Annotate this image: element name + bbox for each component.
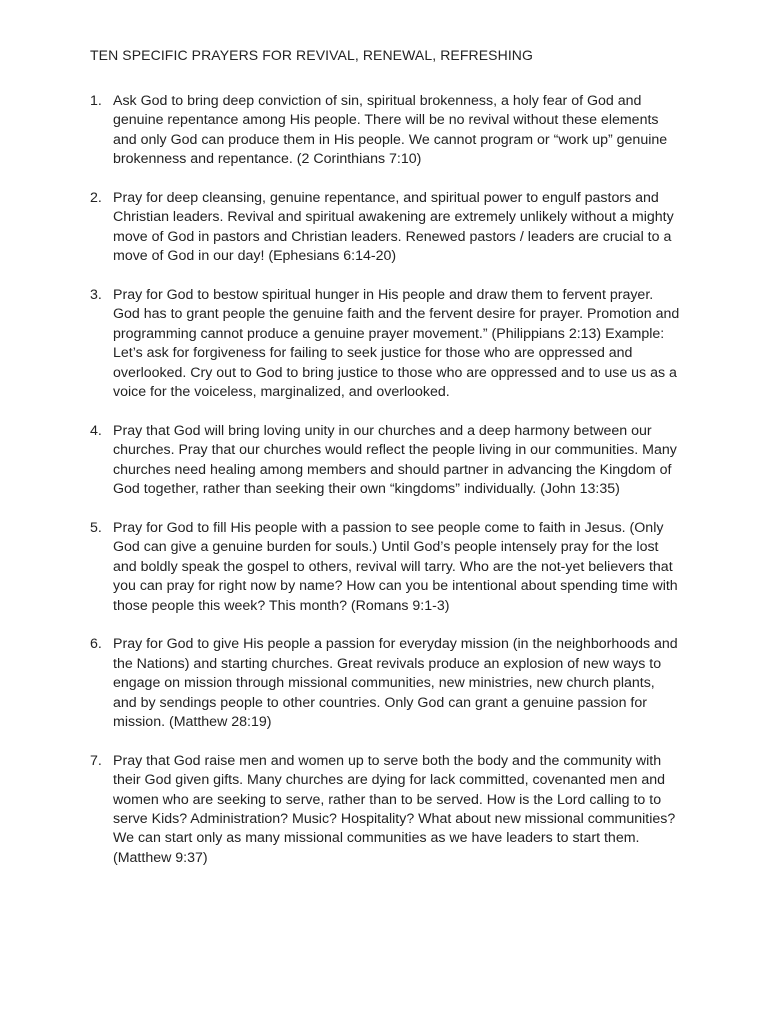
prayer-number: 2. bbox=[90, 190, 102, 207]
prayer-item-6 bbox=[90, 635, 680, 732]
prayer-number: 6. bbox=[90, 636, 102, 653]
prayer-list bbox=[90, 92, 680, 888]
prayer-number: 4. bbox=[90, 422, 102, 439]
prayer-item-2 bbox=[90, 189, 680, 267]
prayer-number: 3. bbox=[90, 287, 102, 304]
prayer-text: Pray for God to fill His people with a passion to see people come to faith in Jesus. (Only God can give a genuine burden for souls.) Until God’s people intensely pray for the lost and boldly speak the gospel to others, revival will tarry. Who are the not-yet believers that you can pray for right now by name? How can you be intentional about spending time with those people this week? This month? (Romans 9:1-3) bbox=[113, 519, 678, 614]
prayer-text: Pray for deep cleansing, genuine repentance, and spiritual power to engulf pastors and Christian leaders. Revival and spiritual awakening are extremely unlikely without a mighty move of God in pastors and Christian leaders. Renewed pastors / leaders are crucial to a move of God in our day! (Ephesians 6:14-20) bbox=[113, 190, 674, 265]
prayer-item-4 bbox=[90, 422, 680, 500]
prayer-item-5 bbox=[90, 519, 680, 616]
prayer-text: Pray that God will bring loving unity in our churches and a deep harmony between our churches. Pray that our churches would reflect the people living in our communities. Many churches need healing among members and should partner in advancing the Kingdom of God together, rather than seeking their own “kingdoms” individually. (John 13:35) bbox=[113, 422, 677, 498]
prayer-item-7 bbox=[90, 752, 680, 868]
prayer-text: Pray for God to give His people a passion for everyday mission (in the neighborhoods and the Nations) and starting churches. Great revivals produce an explosion of new ways to engage on mission through missional communities, new ministries, new church plants, and by sendings people to other countries. Only God can grant a genuine passion for mission. (Matthew 28:19) bbox=[113, 636, 678, 730]
prayer-text: Pray for God to bestow spiritual hunger in His people and draw them to fervent prayer. God has to grant people the genuine faith and the fervent desire for prayer. Promotion and programming cannot produce a genuine prayer movement.” (Philippians 2:13) Example: Let’s ask for forgiveness for failing to seek justice for those who are oppressed and overlooked. Cry out to God to bring justice to those who are oppressed and to use us as a voice for the voiceless, marginalized, and overlooked. bbox=[113, 287, 680, 401]
document-title: TEN SPECIFIC PRAYERS FOR REVIVAL, RENEWAL, REFRESHING bbox=[90, 47, 534, 63]
prayer-text: Pray that God raise men and women up to serve both the body and the community with their God given gifts. Many churches are dying for lack committed, covenanted men and women who are seeking to serve, rather than to be served. How is the Lord calling to to serve Kids? Administration? Music? Hospitality? What about new missional communities? We can start only as many missional communities as we have leaders to start them. (Matthew 9:37) bbox=[113, 752, 676, 866]
prayer-item-3 bbox=[90, 286, 680, 402]
prayer-number: 7. bbox=[90, 752, 102, 769]
prayer-text: Ask God to bring deep conviction of sin, spiritual brokenness, a holy fear of God and genuine repentance among His people. There will be no revival without these elements and only God can produce them in His people. We cannot program or “work up” genuine brokenness and repentance. (2 Corinthians 7:10) bbox=[113, 93, 668, 168]
prayer-item-1 bbox=[90, 92, 680, 170]
prayer-number: 5. bbox=[90, 519, 102, 536]
prayer-number: 1. bbox=[90, 93, 102, 109]
